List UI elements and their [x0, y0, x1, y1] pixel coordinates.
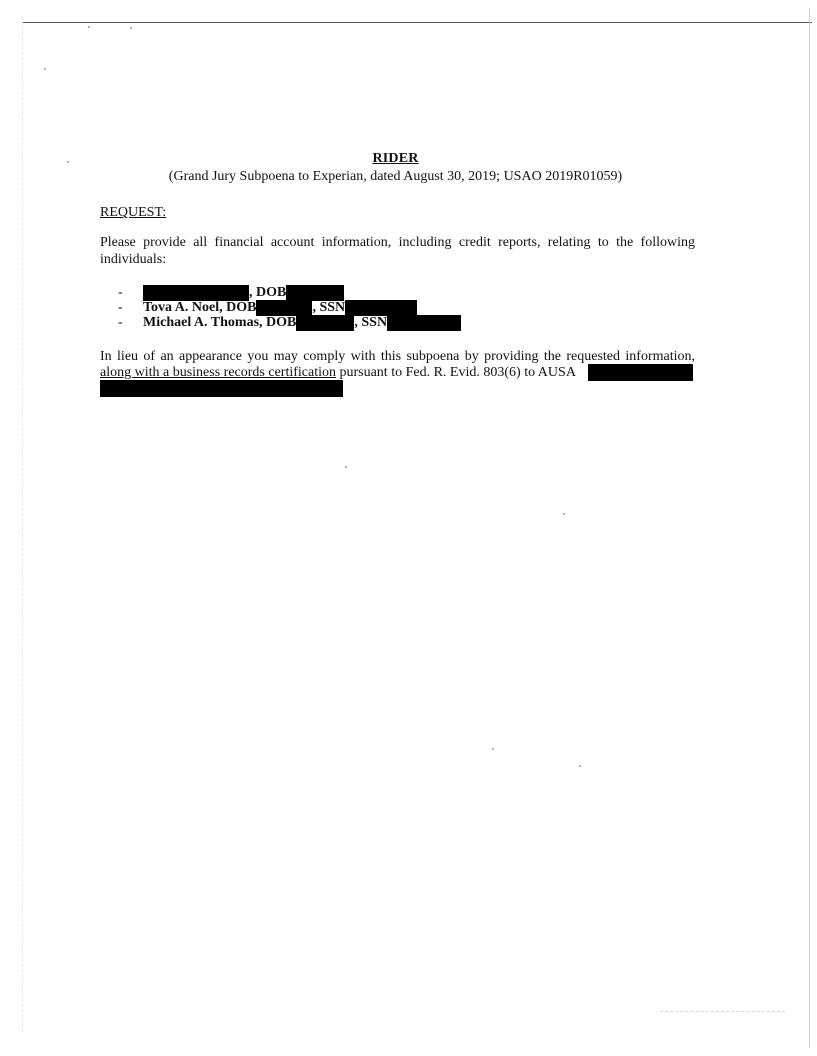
ssn-label: , SSN	[354, 315, 388, 330]
scan-speck	[44, 68, 46, 70]
request-paragraph: Please provide all financial account information, including credit reports, relating to the following individuals:	[100, 235, 695, 267]
closing-line-1: In lieu of an appearance you may comply with this subpoena by providing the requested information,	[100, 349, 695, 364]
scan-speck	[492, 748, 494, 750]
redaction-ssn	[387, 315, 461, 331]
page-right-edge	[809, 8, 810, 1048]
ssn-label: , SSN	[312, 300, 346, 315]
request-heading: REQUEST:	[100, 205, 167, 220]
list-dash: -	[118, 300, 123, 315]
redaction-ausa-contact	[100, 380, 343, 397]
redaction-name	[143, 285, 249, 301]
scan-speck	[563, 513, 565, 515]
document-title: RIDER	[372, 151, 419, 166]
dob-label: , DOB	[249, 285, 287, 300]
redaction-dob	[286, 285, 344, 301]
dob-label: , DOB	[219, 300, 257, 315]
scan-speck	[88, 26, 90, 28]
list-dash: -	[118, 315, 123, 330]
document-subtitle: (Grand Jury Subpoena to Experian, dated August 30, 2019; USAO 2019R01059)	[168, 169, 623, 184]
scan-artifact-line	[660, 1011, 785, 1012]
individual-name: Tova A. Noel	[143, 300, 220, 315]
closing-rest-text: pursuant to Fed. R. Evid. 803(6) to AUSA	[335, 365, 576, 380]
scan-speck	[130, 27, 132, 29]
redaction-ssn	[345, 300, 417, 316]
redaction-dob	[256, 300, 312, 316]
dob-label: , DOB	[259, 315, 297, 330]
redaction-ausa-name	[588, 364, 693, 381]
individual-item	[118, 285, 344, 301]
closing-underlined-text: along with a business records certification	[100, 365, 336, 380]
individual-name: Michael A. Thomas	[143, 315, 260, 330]
top-border-line	[22, 22, 812, 23]
individual-item	[118, 315, 461, 331]
scan-speck	[67, 161, 69, 163]
redaction-dob	[296, 315, 354, 331]
individual-item	[118, 300, 417, 316]
list-dash: -	[118, 285, 123, 300]
scan-speck	[345, 466, 347, 468]
scan-speck	[579, 765, 581, 767]
